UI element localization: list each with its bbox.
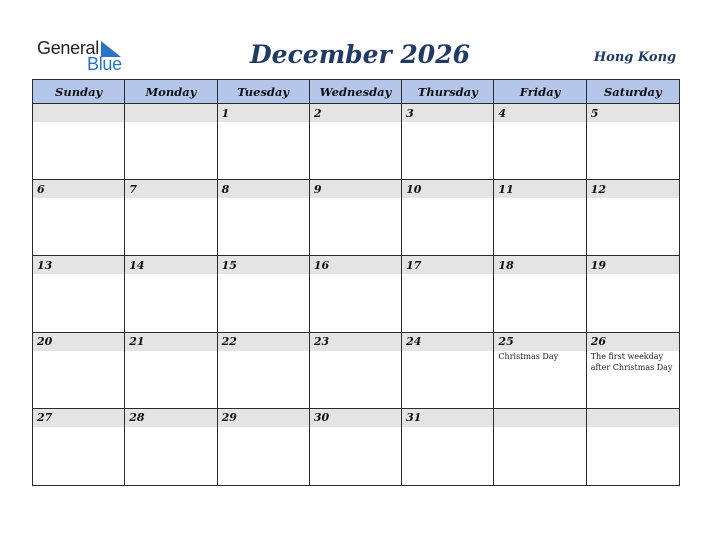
day-cell (218, 333, 310, 409)
day-cell (402, 333, 494, 409)
day-number-band (494, 333, 585, 351)
day-number-band (494, 256, 585, 274)
day-number-band (310, 104, 401, 122)
day-number: 2 (313, 106, 322, 120)
day-number: 4 (498, 106, 507, 120)
day-cell (587, 180, 679, 256)
calendar-grid (32, 79, 680, 486)
weekday-header: Monday (125, 80, 217, 104)
day-cell (310, 104, 402, 180)
day-cell (33, 409, 125, 485)
day-number: 25 (498, 335, 514, 349)
day-number-band (125, 180, 216, 198)
day-number: 17 (406, 258, 422, 272)
day-number: 10 (406, 182, 422, 196)
day-cell (587, 104, 679, 180)
day-number-band (218, 104, 309, 122)
day-number-band (587, 104, 679, 122)
day-number: 18 (498, 258, 514, 272)
day-number: 8 (221, 182, 230, 196)
day-number-band (494, 180, 585, 198)
day-number-band (402, 104, 493, 122)
day-number-band (587, 256, 679, 274)
weekday-header: Tuesday (218, 80, 310, 104)
generalblue-logo (37, 38, 137, 74)
day-number: 14 (129, 258, 145, 272)
day-cell (587, 333, 679, 409)
day-number: 29 (221, 411, 237, 425)
day-number-band (310, 409, 401, 427)
day-number: 23 (313, 335, 330, 349)
day-number: 9 (313, 182, 322, 196)
day-number-band (402, 256, 493, 274)
day-number: 28 (129, 411, 145, 425)
day-cell (310, 333, 402, 409)
day-number-band (310, 180, 401, 198)
day-number-band (125, 256, 216, 274)
day-number-band (218, 409, 309, 427)
day-number: 11 (498, 182, 514, 196)
day-cell (494, 180, 586, 256)
day-cell (33, 256, 125, 332)
day-cell (402, 409, 494, 485)
day-cell (402, 104, 494, 180)
day-cell (494, 409, 586, 485)
day-number-band (587, 333, 679, 351)
day-cell (125, 409, 217, 485)
day-number: 5 (590, 106, 599, 120)
day-number-band (494, 409, 585, 427)
calendar-region: Hong Kong (593, 50, 677, 65)
day-number-band (33, 180, 124, 198)
day-number-band (310, 256, 401, 274)
day-cell (125, 104, 217, 180)
day-number-band (33, 256, 124, 274)
day-number-band (310, 333, 401, 351)
day-number-band (33, 409, 124, 427)
day-cell (310, 256, 402, 332)
day-cell (125, 333, 217, 409)
holiday-event: The first weekday after Christmas Day (590, 351, 673, 372)
day-cell (33, 104, 125, 180)
day-number: 20 (37, 335, 53, 349)
day-number-band (33, 333, 124, 351)
day-number: 26 (590, 335, 607, 349)
day-number-band (125, 333, 216, 351)
day-number-band (125, 409, 216, 427)
day-number: 12 (590, 182, 607, 196)
day-number-band (494, 104, 585, 122)
day-number: 31 (406, 411, 422, 425)
day-number: 27 (37, 411, 53, 425)
day-cell (310, 180, 402, 256)
day-cell (33, 333, 125, 409)
logo-text-general: General (37, 38, 99, 58)
day-number: 6 (37, 182, 45, 196)
day-number-band (402, 333, 493, 351)
day-cell (310, 409, 402, 485)
day-number-band (218, 180, 309, 198)
day-cell (587, 409, 679, 485)
day-cell (218, 409, 310, 485)
weekday-header: Friday (494, 80, 586, 104)
weekday-header: Wednesday (310, 80, 402, 104)
day-cell (402, 180, 494, 256)
day-number: 16 (313, 258, 330, 272)
day-number-band (125, 104, 216, 122)
day-number-band (402, 409, 493, 427)
day-number-band (218, 333, 309, 351)
day-number: 15 (221, 258, 237, 272)
day-number: 7 (129, 182, 137, 196)
day-number-band (587, 180, 679, 198)
day-number-band (402, 180, 493, 198)
day-number: 21 (129, 335, 145, 349)
day-cell (587, 256, 679, 332)
holiday-event: Christmas Day (498, 351, 559, 361)
day-number-band (587, 409, 679, 427)
day-number: 30 (313, 411, 330, 425)
day-cell (33, 180, 125, 256)
day-number: 13 (37, 258, 53, 272)
day-number: 19 (590, 258, 607, 272)
day-number: 3 (406, 106, 414, 120)
weekday-header: Saturday (587, 80, 679, 104)
day-number-band (33, 104, 124, 122)
day-number-band (218, 256, 309, 274)
day-cell (218, 104, 310, 180)
day-number: 1 (221, 106, 230, 120)
day-cell (125, 256, 217, 332)
day-cell (494, 256, 586, 332)
day-cell (494, 333, 586, 409)
weekday-header: Sunday (33, 80, 125, 104)
day-cell (218, 256, 310, 332)
day-cell (494, 104, 586, 180)
logo-text-blue: Blue (87, 54, 122, 74)
calendar-title: December 2026 (249, 40, 470, 69)
day-cell (125, 180, 217, 256)
day-cell (402, 256, 494, 332)
day-cell (218, 180, 310, 256)
weekday-header: Thursday (402, 80, 494, 104)
day-number: 22 (221, 335, 237, 349)
day-number: 24 (406, 335, 422, 349)
